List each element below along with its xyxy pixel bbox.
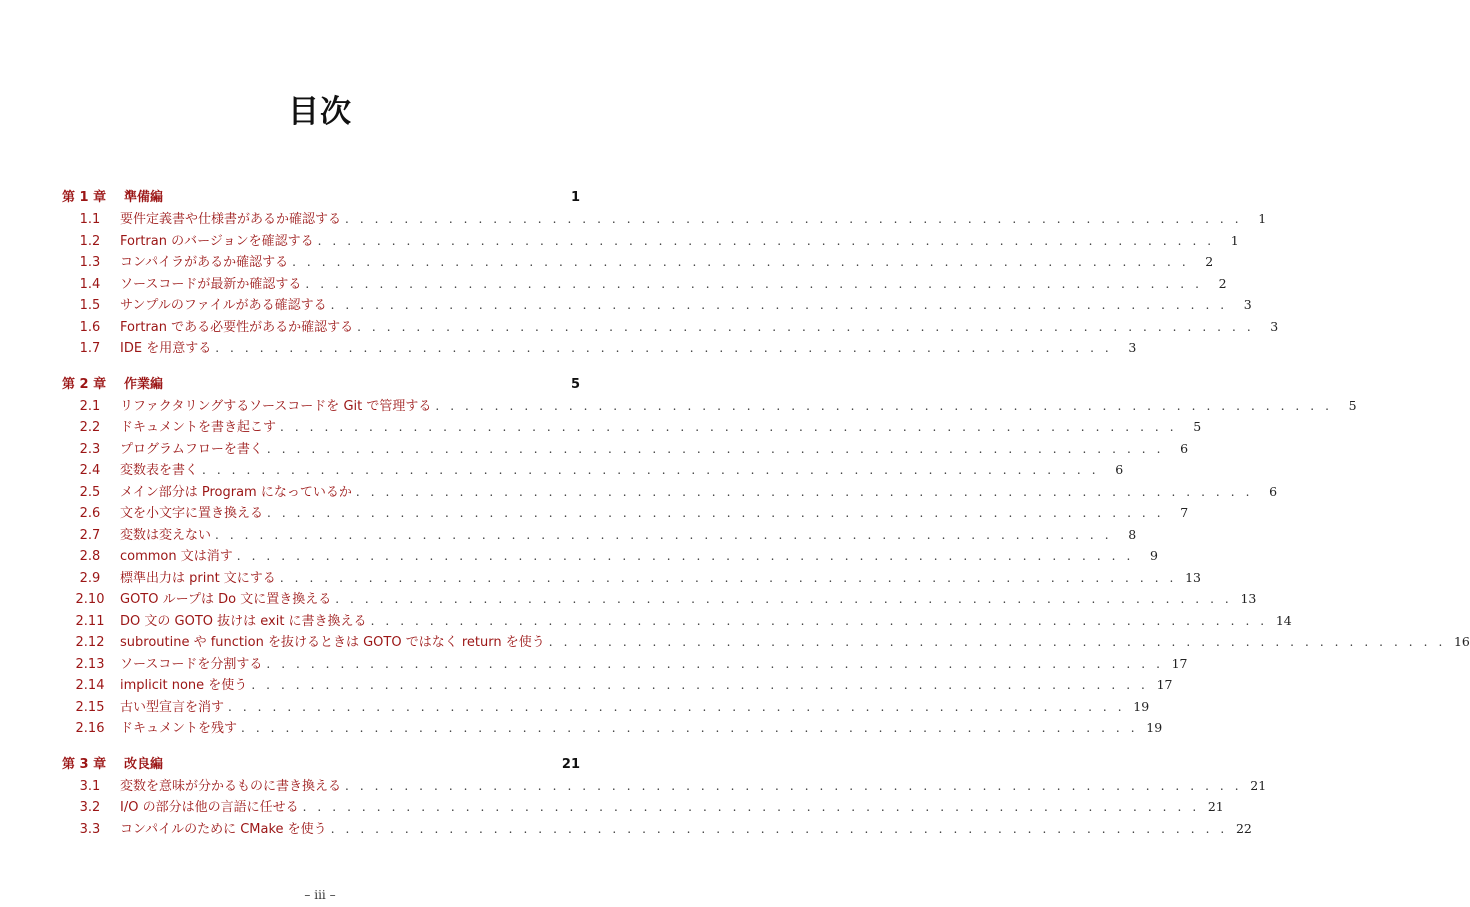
section-title: GOTO ループは Do 文に置き換える xyxy=(120,592,332,607)
dot-leader: . . . . . . . . . . . . . . . . . . . . . . . . . . . . . . . . . . . . . . . . . . . . . . . . . . . . . . . . . . . . . xyxy=(280,420,1178,434)
toc-section-link[interactable] xyxy=(60,775,1267,797)
section-number: 2.9 xyxy=(79,570,101,586)
section-number: 1.5 xyxy=(79,298,101,313)
section-page: 9 xyxy=(1149,548,1158,563)
chapter-title: 作業編 xyxy=(124,376,164,392)
toc-section-link[interactable] xyxy=(60,230,1239,252)
section-number: 2.5 xyxy=(79,484,101,500)
toc-chapter-link[interactable] xyxy=(60,373,580,395)
section-title: ドキュメントを書き起こす xyxy=(120,420,277,435)
section-title: Fortran である必要性があるか確認する xyxy=(120,319,354,335)
dot-leader: . . . . . . . . . . . . . . . . . . . . . . . . . . . . . . . . . . . . . . . . . . . . . . . . . . . . . . . . . . . . . xyxy=(215,341,1113,355)
chapter-number: 第 3 章 xyxy=(62,756,107,772)
section-title: 変数を意味が分かるものに書き換える xyxy=(120,778,342,794)
section-title: I/O の部分は他の言語に任せる xyxy=(120,800,299,815)
section-number: 2.16 xyxy=(75,721,105,736)
section-page: 1 xyxy=(1230,232,1239,248)
toc-section-link[interactable] xyxy=(60,818,1252,840)
chapter-number: 第 2 章 xyxy=(62,376,107,392)
section-number: 2.7 xyxy=(79,527,101,543)
section-title: プログラムフローを書く xyxy=(120,441,263,457)
section-number: 2.6 xyxy=(79,506,101,521)
section-number: 2.3 xyxy=(79,441,101,457)
section-page: 21 xyxy=(1250,777,1267,793)
section-number: 2.15 xyxy=(75,699,105,715)
section-title: 変数表を書く xyxy=(120,463,199,478)
toc-chapter xyxy=(60,186,1279,359)
section-number: 2.11 xyxy=(75,613,105,629)
section-page: 17 xyxy=(1156,677,1173,692)
section-title: subroutine や function を抜けるときは GOTO ではなく return を使う xyxy=(120,635,545,650)
chapter-title: 準備編 xyxy=(124,190,164,205)
section-page: 2 xyxy=(1218,275,1227,291)
dot-leader: . . . . . . . . . . . . . . . . . . . . . . . . . . . . . . . . . . . . . . . . . . . . . . . . . . . . . . . . . . . . . xyxy=(267,506,1165,520)
toc-section-link[interactable] xyxy=(60,796,1224,818)
toc-section-link[interactable] xyxy=(60,481,1278,503)
section-page: 6 xyxy=(1115,462,1124,477)
section-number: 1.4 xyxy=(79,276,101,292)
table-of-contents xyxy=(60,186,1470,853)
dot-leader: . . . . . . . . . . . . . . . . . . . . . . . . . . . . . . . . . . . . . . . . . . . . . . . . . . . . . . . . . . . . . xyxy=(302,800,1200,814)
dot-leader: . . . . . . . . . . . . . . . . . . . . . . . . . . . . . . . . . . . . . . . . . . . . . . . . . . . . . . . . . . . . . xyxy=(335,592,1233,606)
dot-leader: . . . . . . . . . . . . . . . . . . . . . . . . . . . . . . . . . . . . . . . . . . . . . . . . . . . . . . . . . . . . . xyxy=(215,527,1113,542)
dot-leader: . . . . . . . . . . . . . . . . . . . . . . . . . . . . . . . . . . . . . . . . . . . . . . . . . . . . . . . . . . . . . xyxy=(317,233,1215,248)
page-title: 目次 xyxy=(288,94,352,130)
section-page: 21 xyxy=(1207,799,1224,814)
section-number: 2.2 xyxy=(79,420,101,435)
toc-chapter-link[interactable] xyxy=(60,753,580,775)
section-page: 14 xyxy=(1275,612,1292,628)
section-title: 要件定義書や仕様書があるか確認する xyxy=(120,212,342,227)
dot-leader: . . . . . . . . . . . . . . . . . . . . . . . . . . . . . . . . . . . . . . . . . . . . . . . . . . . . . . . . . . . . . xyxy=(305,276,1203,291)
section-page: 13 xyxy=(1240,591,1257,606)
section-page: 3 xyxy=(1128,340,1137,355)
section-title: メイン部分は Program になっているか xyxy=(120,484,352,500)
toc-section-link[interactable] xyxy=(60,588,1257,610)
section-number: 2.14 xyxy=(75,678,105,693)
section-title: 文を小文字に置き換える xyxy=(120,506,264,521)
section-title: IDE を用意する xyxy=(120,341,212,356)
page-number-footer: – iii – xyxy=(304,888,336,902)
section-page: 7 xyxy=(1180,505,1189,520)
section-page: 19 xyxy=(1133,698,1150,714)
dot-leader: . . . . . . . . . . . . . . . . . . . . . . . . . . . . . . . . . . . . . . . . . . . . . . . . . . . . . . . . . . . . . xyxy=(330,298,1228,312)
section-page: 3 xyxy=(1243,297,1252,312)
dot-leader: . . . . . . . . . . . . . . . . . . . . . . . . . . . . . . . . . . . . . . . . . . . . . . . . . . . . . . . . . . . . . xyxy=(241,721,1139,735)
dot-leader: . . . . . . . . . . . . . . . . . . . . . . . . . . . . . . . . . . . . . . . . . . . . . . . . . . . . . . . . . . . . . xyxy=(279,570,1177,585)
section-page: 6 xyxy=(1269,483,1278,499)
section-number: 2.8 xyxy=(79,549,101,564)
section-page: 8 xyxy=(1128,526,1137,542)
section-number: 2.4 xyxy=(79,463,101,478)
chapter-page: 21 xyxy=(561,756,580,772)
section-number: 3.1 xyxy=(79,778,101,794)
toc-section-link[interactable] xyxy=(60,459,1124,481)
dot-leader: . . . . . . . . . . . . . . . . . . . . . . . . . . . . . . . . . . . . . . . . . . . . . . . . . . . . . . . . . . . . . xyxy=(370,613,1268,628)
toc-section-link[interactable] xyxy=(60,717,1163,739)
section-number: 3.2 xyxy=(79,800,101,815)
chapter-title: 改良編 xyxy=(124,756,164,772)
section-title: ソースコードを分割する xyxy=(120,656,263,672)
dot-leader: . . . . . . . . . . . . . . . . . . . . . . . . . . . . . . . . . . . . . . . . . . . . . . . . . . . . . . . . . . . . . xyxy=(355,484,1254,499)
section-title: ソースコードが最新か確認する xyxy=(120,276,302,292)
section-title: DO 文の GOTO 抜けは exit に書き換える xyxy=(120,613,367,629)
section-page: 3 xyxy=(1270,318,1279,334)
section-page: 19 xyxy=(1146,720,1163,735)
section-title: ドキュメントを残す xyxy=(120,721,238,736)
section-number: 2.13 xyxy=(75,656,105,672)
dot-leader: . . . . . . . . . . . . . . . . . . . . . . . . . . . . . . . . . . . . . . . . . . . . . . . . . . . . . . . . . . . . . xyxy=(266,441,1165,456)
toc-section-link[interactable] xyxy=(60,337,1137,359)
chapter-page: 5 xyxy=(570,376,580,392)
section-page: 13 xyxy=(1185,569,1201,585)
dot-leader: . . . . . . . . . . . . . . . . . . . . . . . . . . . . . . . . . . . . . . . . . . . . . . . . . . . . . . . . . . . . . xyxy=(266,656,1164,671)
toc-chapter xyxy=(60,753,1267,840)
section-title: コンパイラがあるか確認する xyxy=(120,255,289,270)
dot-leader: . . . . . . . . . . . . . . . . . . . . . . . . . . . . . . . . . . . . . . . . . . . . . . . . . . . . . . . . . . . . . xyxy=(202,463,1100,477)
section-title: リファクタリングするソースコードを Git で管理する xyxy=(120,398,432,414)
section-page: 6 xyxy=(1180,440,1189,456)
toc-section-link[interactable] xyxy=(60,653,1188,675)
section-number: 1.7 xyxy=(79,341,101,356)
section-title: implicit none を使う xyxy=(120,678,248,693)
dot-leader: . . . . . . . . . . . . . . . . . . . . . . . . . . . . . . . . . . . . . . . . . . . . . . . . . . . . . . . . . . . . . xyxy=(435,398,1333,413)
section-title: 古い型宣言を消す xyxy=(120,699,225,715)
dot-leader: . . . . . . . . . . . . . . . . . . . . . . . . . . . . . . . . . . . . . . . . . . . . . . . . . . . . . . . . . . . . . xyxy=(251,678,1149,692)
section-page: 16 xyxy=(1453,634,1470,649)
section-title: コンパイルのために CMake を使う xyxy=(120,821,327,837)
toc-section-link[interactable] xyxy=(60,545,1158,567)
chapter-page: 1 xyxy=(570,190,580,205)
section-page: 17 xyxy=(1171,655,1188,671)
toc-section-link[interactable] xyxy=(60,294,1252,316)
toc-section-link[interactable] xyxy=(60,316,1279,338)
section-page: 22 xyxy=(1235,820,1252,836)
toc-chapter-link[interactable] xyxy=(60,186,580,208)
section-number: 1.2 xyxy=(79,233,101,249)
dot-leader: . . . . . . . . . . . . . . . . . . . . . . . . . . . . . . . . . . . . . . . . . . . . . . . . . . . . . . . . . . . . . xyxy=(548,635,1446,649)
toc-section-link[interactable] xyxy=(60,273,1227,295)
section-page: 1 xyxy=(1258,211,1267,226)
section-title: 変数は変えない xyxy=(120,527,212,543)
section-number: 2.10 xyxy=(75,592,105,607)
dot-leader: . . . . . . . . . . . . . . . . . . . . . . . . . . . . . . . . . . . . . . . . . . . . . . . . . . . . . . . . . . . . . xyxy=(345,212,1243,226)
section-page: 5 xyxy=(1193,419,1202,434)
toc-section-link[interactable] xyxy=(60,631,1470,653)
dot-leader: . . . . . . . . . . . . . . . . . . . . . . . . . . . . . . . . . . . . . . . . . . . . . . . . . . . . . . . . . . . . . xyxy=(292,255,1190,269)
toc-section-link[interactable] xyxy=(60,416,1202,438)
section-page: 2 xyxy=(1205,254,1214,269)
section-number: 1.1 xyxy=(79,212,101,227)
toc-section-link[interactable] xyxy=(60,438,1189,460)
section-title: サンプルのファイルがある確認する xyxy=(120,298,327,313)
toc-section-link[interactable] xyxy=(60,395,1357,417)
section-number: 1.3 xyxy=(79,255,101,270)
toc-chapter xyxy=(60,373,1470,739)
section-title: common 文は消す xyxy=(120,549,233,564)
toc-section-link[interactable] xyxy=(60,524,1137,546)
toc-section-link[interactable] xyxy=(60,502,1189,524)
toc-section-link[interactable] xyxy=(60,567,1201,589)
section-number: 2.1 xyxy=(79,398,101,414)
chapter-number: 第 1 章 xyxy=(62,190,107,205)
dot-leader: . . . . . . . . . . . . . . . . . . . . . . . . . . . . . . . . . . . . . . . . . . . . . . . . . . . . . . . . . . . . . xyxy=(330,821,1228,836)
dot-leader: . . . . . . . . . . . . . . . . . . . . . . . . . . . . . . . . . . . . . . . . . . . . . . . . . . . . . . . . . . . . . xyxy=(236,549,1134,563)
dot-leader: . . . . . . . . . . . . . . . . . . . . . . . . . . . . . . . . . . . . . . . . . . . . . . . . . . . . . . . . . . . . . xyxy=(357,319,1255,334)
section-number: 2.12 xyxy=(75,635,105,650)
section-page: 5 xyxy=(1348,397,1357,413)
section-title: Fortran のバージョンを確認する xyxy=(120,233,314,249)
toc-section-link[interactable] xyxy=(60,610,1292,632)
toc-section-link[interactable] xyxy=(60,208,1267,230)
dot-leader: . . . . . . . . . . . . . . . . . . . . . . . . . . . . . . . . . . . . . . . . . . . . . . . . . . . . . . . . . . . . . xyxy=(345,778,1243,793)
toc-section-link[interactable] xyxy=(60,251,1214,273)
dot-leader: . . . . . . . . . . . . . . . . . . . . . . . . . . . . . . . . . . . . . . . . . . . . . . . . . . . . . . . . . . . . . xyxy=(228,699,1126,714)
section-number: 1.6 xyxy=(79,319,101,335)
toc-section-link[interactable] xyxy=(60,674,1173,696)
section-number: 3.3 xyxy=(79,821,101,837)
section-title: 標準出力は print 文にする xyxy=(120,570,276,586)
toc-section-link[interactable] xyxy=(60,696,1150,718)
